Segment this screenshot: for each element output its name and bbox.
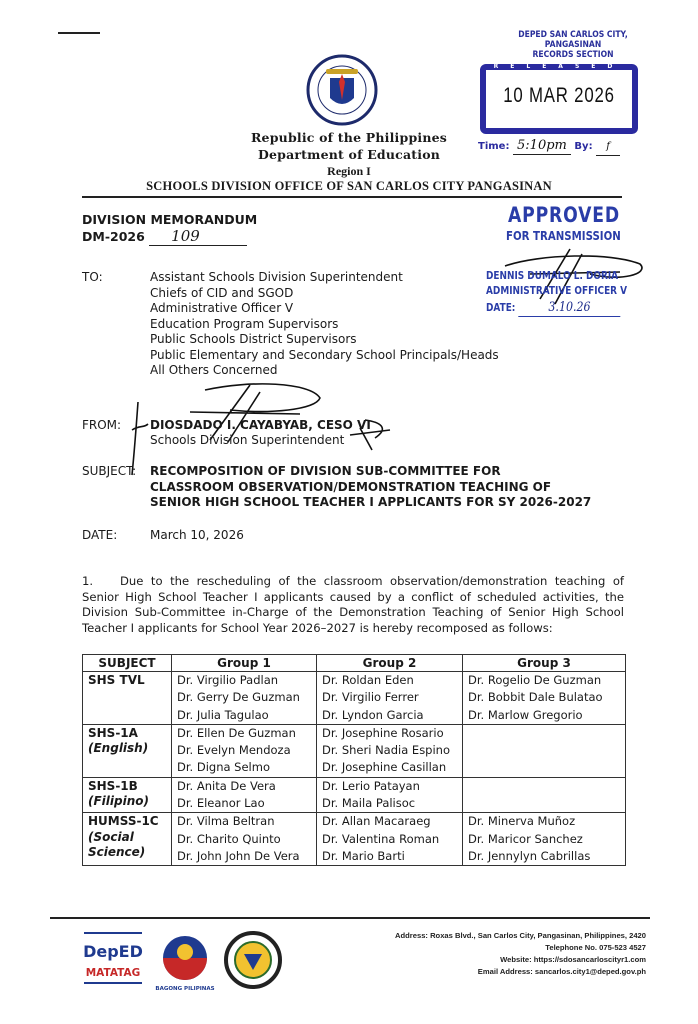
memo-number-prefix: DM-2026 [82, 229, 145, 244]
member-name: Dr. Minerva Muñoz [468, 814, 576, 829]
group-3-cell [463, 672, 626, 725]
member-name: Dr. Ellen De Guzman [177, 725, 296, 740]
member-name: Dr. Evelyn Mendoza [177, 743, 291, 758]
member-name: Dr. Marlow Gregorio [468, 707, 583, 722]
subject-line: SENIOR HIGH SCHOOL TEACHER I APPLICANTS FOR SY 2026-2027 [150, 495, 592, 509]
to-recipients [150, 270, 499, 379]
group-1-cell [172, 672, 317, 725]
member-name: Dr. Mario Barti [322, 848, 405, 863]
subject-area: (Social Science) [88, 829, 146, 860]
office-heading: SCHOOLS DIVISION OFFICE OF SAN CARLOS CITY PANGASINAN [146, 179, 552, 193]
header-group-3: Group 3 [463, 655, 626, 672]
subject-line: RECOMPOSITION OF DIVISION SUB-COMMITTEE FOR [150, 464, 501, 478]
subject-cell [83, 813, 172, 866]
subject-label: SUBJECT: [82, 464, 137, 478]
approval-date [486, 300, 620, 317]
subject-text [150, 464, 591, 511]
body-paragraph [82, 574, 624, 636]
footer-telephone: Telephone No. 075-523 4527 [545, 943, 646, 952]
subject-line: CLASSROOM OBSERVATION/DEMONSTRATION TEACHING OF [150, 479, 552, 494]
recipient: Chiefs of CID and SGOD [150, 285, 294, 300]
member-name: Dr. Sheri Nadia Espino [322, 743, 451, 758]
header-divider [82, 196, 622, 198]
table-row [83, 672, 626, 725]
subject-code: SHS TVL [88, 673, 145, 687]
approver-name: DENNIS DUMALO L. DORIA [486, 270, 619, 282]
paragraph-text: Due to the rescheduling of the classroom observation/demonstration teaching of Senior High School Teacher I applicants caused by a conflict of scheduled activities, the Division Sub-Committee in-Charge of the Demonstration Teaching of Senior High School Teacher I applicants for School Year 2026–2027 is hereby recomposed as follows: [82, 574, 624, 635]
corner-mark [58, 32, 100, 34]
member-name: Dr. Charito Quinto [177, 831, 281, 846]
group-3-cell [463, 777, 626, 813]
release-stamp-date: 10 MAR 2026 [503, 84, 615, 107]
approver-title: ADMINISTRATIVE OFFICER V [486, 285, 628, 297]
footer-address: Address: Roxas Blvd., San Carlos City, Pangasinan, Philippines, 2420 [395, 931, 646, 940]
group-3-cell [463, 813, 626, 866]
group-1-cell [172, 777, 317, 813]
subject-area: (English) [88, 741, 149, 756]
member-name: Dr. Lerio Patayan [322, 778, 420, 793]
release-stamp-time [478, 138, 620, 156]
approval-date-value: 3.10.26 [518, 300, 620, 317]
logo-matatag-text: MATATAG [85, 967, 141, 979]
subject-code: SHS-1A [88, 725, 138, 740]
memo-number-value: 109 [149, 228, 247, 246]
member-name: Dr. Roldan Eden [322, 673, 414, 687]
table-row [83, 724, 626, 777]
group-2-cell [317, 724, 463, 777]
header-group-2: Group 2 [317, 655, 463, 672]
table-row [83, 813, 626, 866]
table-header-row [83, 655, 626, 672]
from-label: FROM: [82, 418, 122, 432]
member-name: Dr. Virgilio Padlan [177, 673, 279, 687]
table-row [83, 777, 626, 813]
approved-stamp-title: APPROVED [508, 203, 620, 227]
memo-date: March 10, 2026 [150, 528, 244, 542]
footer-contact [380, 930, 646, 978]
member-name: Dr. John John De Vera [177, 848, 300, 863]
recipient: Public Elementary and Secondary School Principals/Heads [150, 347, 499, 362]
recipient: Administrative Officer V [150, 301, 294, 315]
subject-cell [83, 672, 172, 725]
member-name: Dr. Eleanor Lao [177, 796, 265, 811]
date-label: DATE: [82, 528, 118, 542]
republic-heading: Republic of the Philippines [250, 130, 448, 145]
deped-seal-icon [306, 54, 378, 126]
memo-number [82, 228, 247, 246]
member-name: Dr. Valentina Roman [322, 831, 440, 846]
subject-area: (Filipino) [88, 794, 149, 809]
footer-email[interactable]: Email Address: sancarlos.city1@deped.gov.ph [477, 967, 646, 976]
release-stamp-office: DEPED SAN CARLOS CITY, PANGASINAN [518, 30, 628, 50]
member-name: Dr. Anita De Vera [177, 778, 276, 793]
release-stamp-label: RELEASED [493, 63, 625, 70]
member-name: Dr. Vilma Beltran [177, 814, 275, 829]
subject-code: HUMSS-1C [88, 814, 159, 829]
sdo-seal-icon [224, 930, 282, 990]
group-1-cell [172, 724, 317, 777]
bagong-pilipinas-logo-icon [152, 928, 218, 994]
member-name: Dr. Maila Palisoc [322, 796, 416, 811]
header-group-1: Group 1 [172, 655, 317, 672]
member-name: Dr. Julia Tagulao [177, 707, 269, 722]
approved-stamp-subtitle: FOR TRANSMISSION [506, 229, 621, 243]
member-name: Dr. Jennylyn Cabrillas [468, 848, 591, 863]
memo-type: DIVISION MEMORANDUM [82, 212, 258, 227]
member-name: Dr. Josephine Rosario [322, 725, 444, 740]
member-name: Dr. Virgilio Ferrer [322, 690, 419, 705]
logo-bagong-text: BAGONG PILIPINAS [155, 986, 215, 992]
member-name: Dr. Josephine Casillan [322, 760, 447, 775]
member-name: Dr. Allan Macaraeg [322, 814, 431, 829]
by-label: By: [574, 141, 593, 152]
group-2-cell [317, 672, 463, 725]
release-stamp-section: RECORDS SECTION [532, 50, 614, 60]
recipient: Public Schools District Supervisors [150, 332, 357, 346]
group-2-cell [317, 813, 463, 866]
recipient: Assistant Schools Division Superintendent [150, 270, 403, 284]
region-heading: Region I [327, 164, 371, 178]
member-name: Dr. Rogelio De Guzman [468, 673, 602, 687]
approval-date-label: DATE: [486, 302, 516, 314]
committee-table [82, 654, 626, 866]
subject-cell [83, 724, 172, 777]
member-name: Dr. Maricor Sanchez [468, 831, 583, 846]
paragraph-number: 1. [82, 574, 94, 588]
from-title: Schools Division Superintendent [150, 433, 345, 447]
subject-code: SHS-1B [88, 778, 138, 793]
to-label: TO: [82, 270, 103, 284]
deped-matatag-logo-icon [82, 930, 144, 992]
member-name: Dr. Gerry De Guzman [177, 690, 300, 705]
by-value: f [596, 139, 620, 156]
member-name: Dr. Digna Selmo [177, 760, 270, 775]
group-2-cell [317, 777, 463, 813]
subject-cell [83, 777, 172, 813]
footer-divider [50, 917, 650, 919]
from-name: DIOSDADO I. CAYABYAB, CESO VI [150, 418, 371, 432]
recipient: Education Program Supervisors [150, 316, 339, 331]
group-3-cell [463, 724, 626, 777]
member-name: Dr. Bobbit Dale Bulatao [468, 690, 603, 705]
release-stamp-header [492, 30, 654, 60]
department-heading: Department of Education [257, 147, 441, 162]
recipient: All Others Concerned [150, 363, 278, 377]
header-subject: SUBJECT [83, 655, 172, 672]
time-label: Time: [478, 141, 510, 152]
time-value: 5:10pm [513, 138, 571, 155]
member-name: Dr. Lyndon Garcia [322, 707, 424, 722]
logo-deped-text: DepED [83, 942, 143, 961]
group-1-cell [172, 813, 317, 866]
footer-website[interactable]: Website: https://sdosancarloscityr1.com [500, 955, 646, 964]
